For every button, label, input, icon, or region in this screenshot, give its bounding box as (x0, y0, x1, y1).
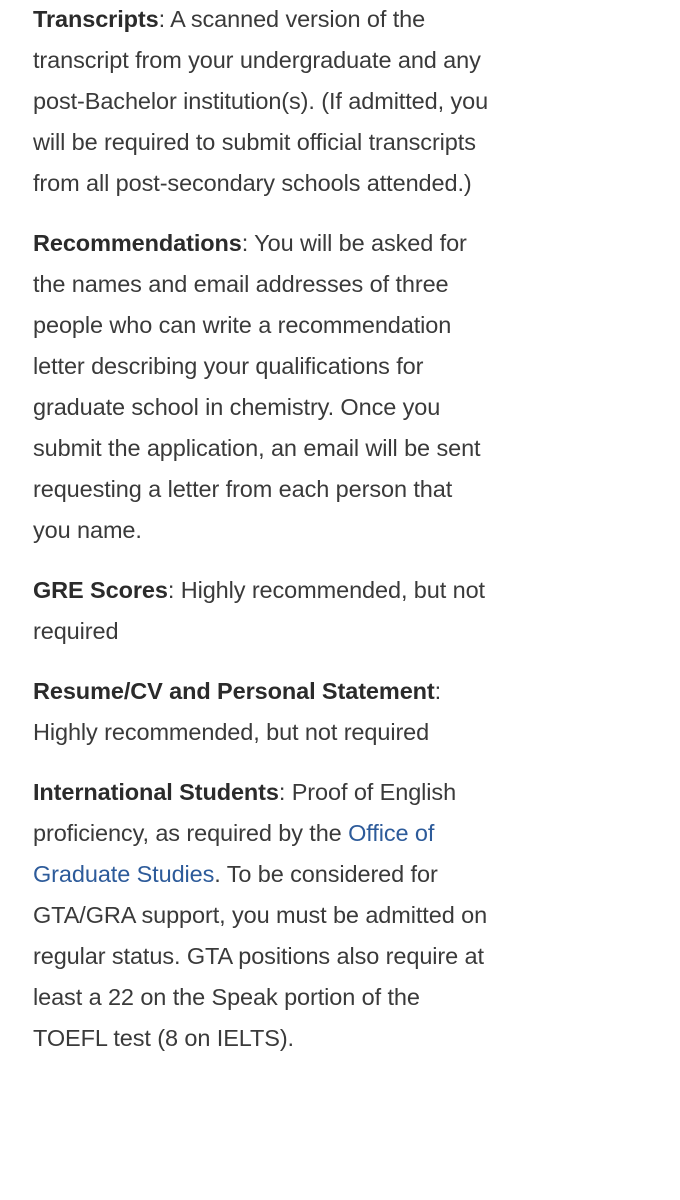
requirement-term: Transcripts (33, 6, 159, 32)
requirement-description-continued: . To be considered for GTA/GRA support, you must be admitted on regular status. GTA positions also require at least a 22 on the Speak portion of the TOEFL test (8 on IELTS). (33, 861, 488, 1051)
requirement-description: : You will be asked for the names and email addresses of three people who can write a recommendation letter describing your qualifications for graduate school in chemistry. Once you submit the application, an email will be sent requesting a letter from each person that you name. (33, 230, 481, 543)
requirement-international-students (33, 772, 493, 1059)
requirement-description: : Proof of English proficiency, as required by the (33, 779, 457, 846)
requirement-transcripts (33, 0, 493, 204)
requirement-term: Recommendations (33, 230, 242, 256)
requirement-description: : Highly recommended, but not required (33, 577, 485, 644)
requirement-description: : A scanned version of the transcript from your undergraduate and any post-Bachelor institution(s). (If admitted, you will be required to submit official transcripts from all post-secondary schools attended.) (33, 6, 489, 196)
requirement-description: : Highly recommended, but not required (33, 678, 442, 745)
requirement-recommendations (33, 223, 493, 551)
requirements-list (33, 0, 493, 1059)
office-of-graduate-studies-link[interactable]: Office of Graduate Studies (33, 820, 435, 887)
requirement-term: International Students (33, 779, 279, 805)
requirement-term: Resume/CV and Personal Statement (33, 678, 435, 704)
requirement-resume-cv (33, 671, 493, 753)
requirement-term: GRE Scores (33, 577, 168, 603)
requirement-gre-scores (33, 570, 493, 652)
